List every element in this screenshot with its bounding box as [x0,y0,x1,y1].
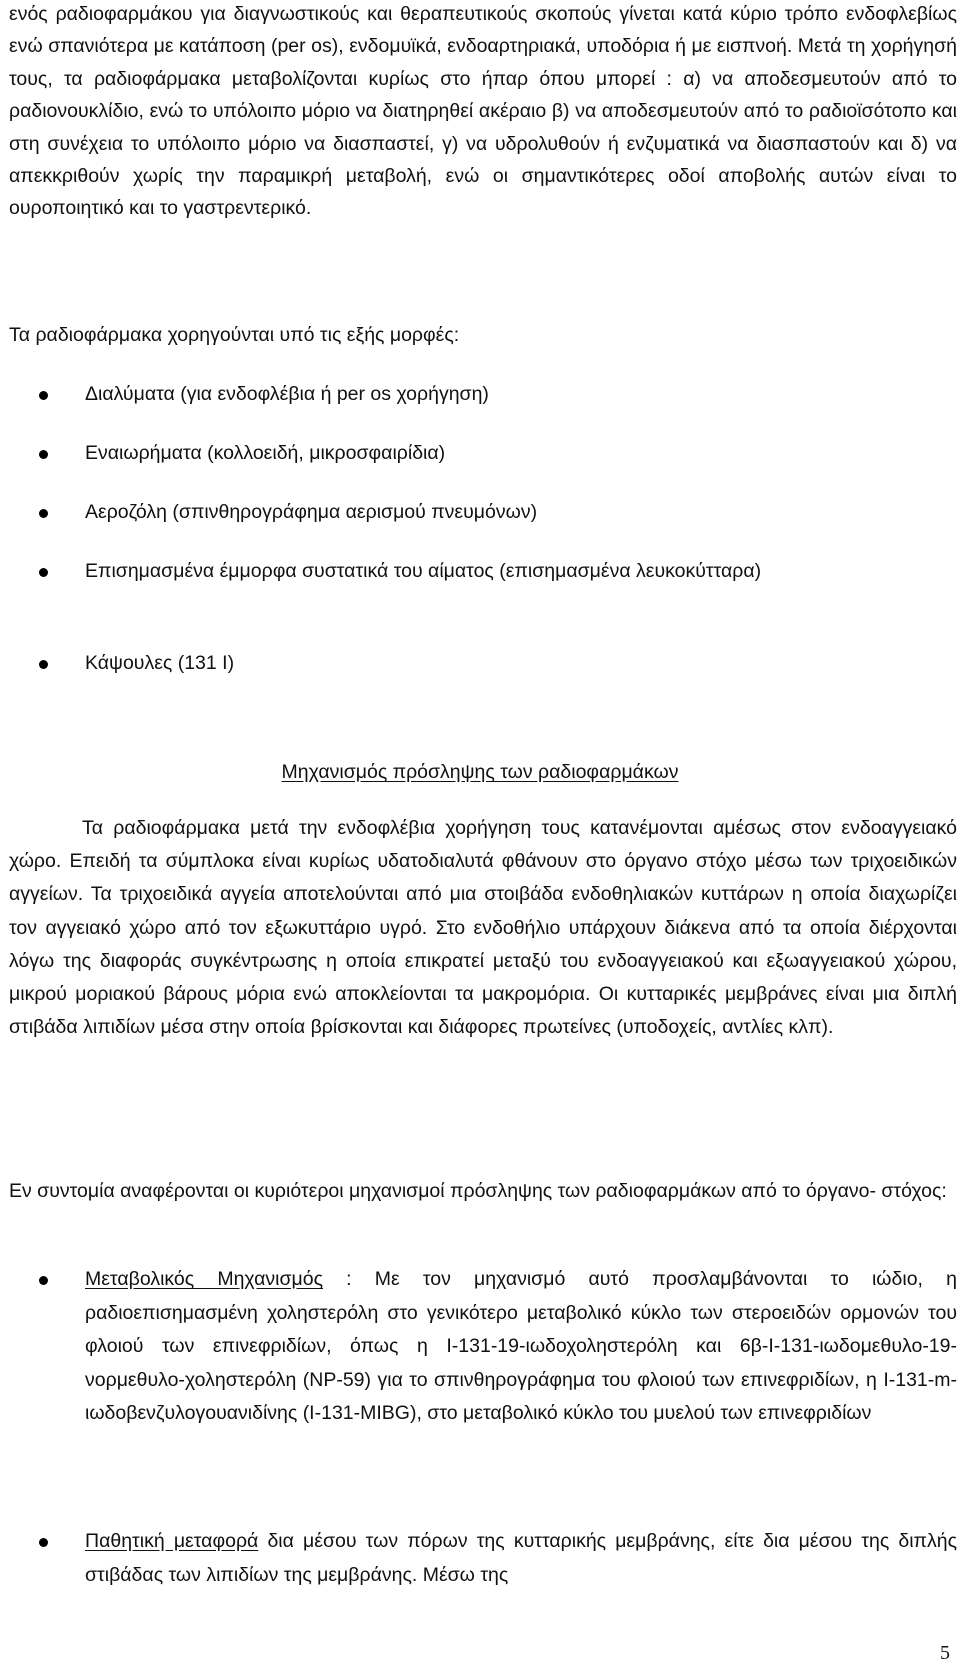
bullet-icon [39,1538,48,1547]
section-heading: Μηχανισμός πρόσληψης των ραδιοφαρμάκων [281,761,679,783]
list-item-text [85,1263,957,1431]
bullet-icon [39,568,48,577]
intro-paragraph: ενός ραδιοφαρμάκου για διαγνωστικούς και θεραπευτικούς σκοπούς γίνεται κατά κύριο τρόπο ενδοφλεβίως ενώ σπανιότερα με κατάποση (per os), ενδομυϊκά, ενδοαρτηριακά, υποδόρια ή με εισπνοή. Μετά τη χορήγησή τους, τα ραδιοφάρμακα μεταβολίζονται κυρίως στο ήπαρ όπου μπορεί : α) να αποδεσμευτούν από το ραδιονουκλίδιο, ενώ το υπόλοιπο μόριο να διατηρηθεί ακέραιο β) να αποδεσμευτούν από το ραδιοϊσότοπο και στη συνέχεια το υπόλοιπο μόριο να διασπαστεί, γ) να υδρολυθούν ή ενζυματικά να διασπαστούν και δ) να απεκκριθούν χωρίς την παραμικρή μεταβολή, ενώ οι σημαντικότερες οδοί αποβολής αυτών είναι το ουροποιητικό και το γαστρεντερικό. [9,3,957,220]
mechanism-term: Μεταβολικός Μηχανισμός [85,1268,323,1290]
mechanism-term: Παθητική μεταφορά [85,1530,259,1552]
bullet-icon [39,450,48,459]
bullet-icon [39,391,48,400]
mechanism-description: δια μέσου των πόρων της κυτταρικής μεμβράνης, είτε δια μέσου της διπλής στιβάδας των λιπιδίων της μεμβράνης. Μέσω της [85,1530,958,1586]
page-number: 5 [940,1642,950,1664]
list-item-text: Επισημασμένα έμμορφα συστατικά του αίματος (επισημασμένα λευκοκύτταρα) [85,560,762,582]
list-item-text: Αεροζόλη (σπινθηρογράφημα αερισμού πνευμόνων) [85,501,538,523]
list-item-text: Διαλύματα (για ενδοφλέβια ή per os χορήγηση) [85,383,489,405]
bullet-icon [39,509,48,518]
list-item-text [85,1525,957,1592]
mechanism-description: : Με τον μηχανισμό αυτό προσλαμβάνονται το ιώδιο, η ραδιοεπισημασμένη χοληστερόλη στο γενικότερο μεταβολικό κύκλο των στεροειδών ορμονών του φλοιού των επινεφριδίων, όπως η I-131-19-ιωδοχοληστερόλη και 6β-I-131-ιωδομεθυλο-19-νορμεθυλο-χοληστερόλη (NP-59) για το σπινθηρογράφημα του φλοιού των επινεφριδίων, η I-131-m-ιωδοβενζυλογουανιδίνης (I-131-MIBG), στο μεταβολικό κύκλο του μυελού των επινεφριδίων [85,1268,957,1424]
list-item-text: Κάψουλες (131 I) [85,652,235,674]
bullet-icon [39,1276,48,1285]
forms-intro: Τα ραδιοφάρμακα χορηγούνται υπό τις εξής μορφές: [9,324,460,346]
bullet-icon [39,660,48,669]
uptake-paragraph: Τα ραδιοφάρμακα μετά την ενδοφλέβια χορήγηση τους κατανέμονται αμέσως στον ενδοαγγειακό χώρο. Επειδή τα σύμπλοκα είναι κυρίως υδατοδιαλυτά φθάνουν στο όργανο στόχο μέσω των τριχοειδικών αγγείων. Τα τριχοειδικά αγγεία αποτελούνται από μια στοιβάδα ενδοθηλιακών κυττάρων η οποία διαχωρίζει τον αγγειακό χώρο από τον εξωκυττάριο υγρό. Στο ενδοθήλιο υπάρχουν διάκενα από τα οποία διέρχονται λόγω της διαφοράς συγκέντρωσης η οποία επικρατεί μεταξύ του ενδοαγγειακού και εξωαγγειακού χώρου, μικρού μοριακού βάρους μόρια ενώ αποκλείονται τα μακρομόρια. Οι κυτταρικές μεμβράνες είναι μια διπλή στιβάδα λιπιδίων μέσα στην οποία βρίσκονται και διάφορες πρωτείνες (υποδοχείς, αντλίες κλπ). [9,817,957,1039]
list-item-text: Εναιωρήματα (κολλοειδή, μικροσφαιρίδια) [85,442,446,464]
mechanisms-intro: Εν συντομία αναφέρονται οι κυριότεροι μηχανισμοί πρόσληψης των ραδιοφαρμάκων από το όργανο- στόχος: [9,1180,947,1202]
